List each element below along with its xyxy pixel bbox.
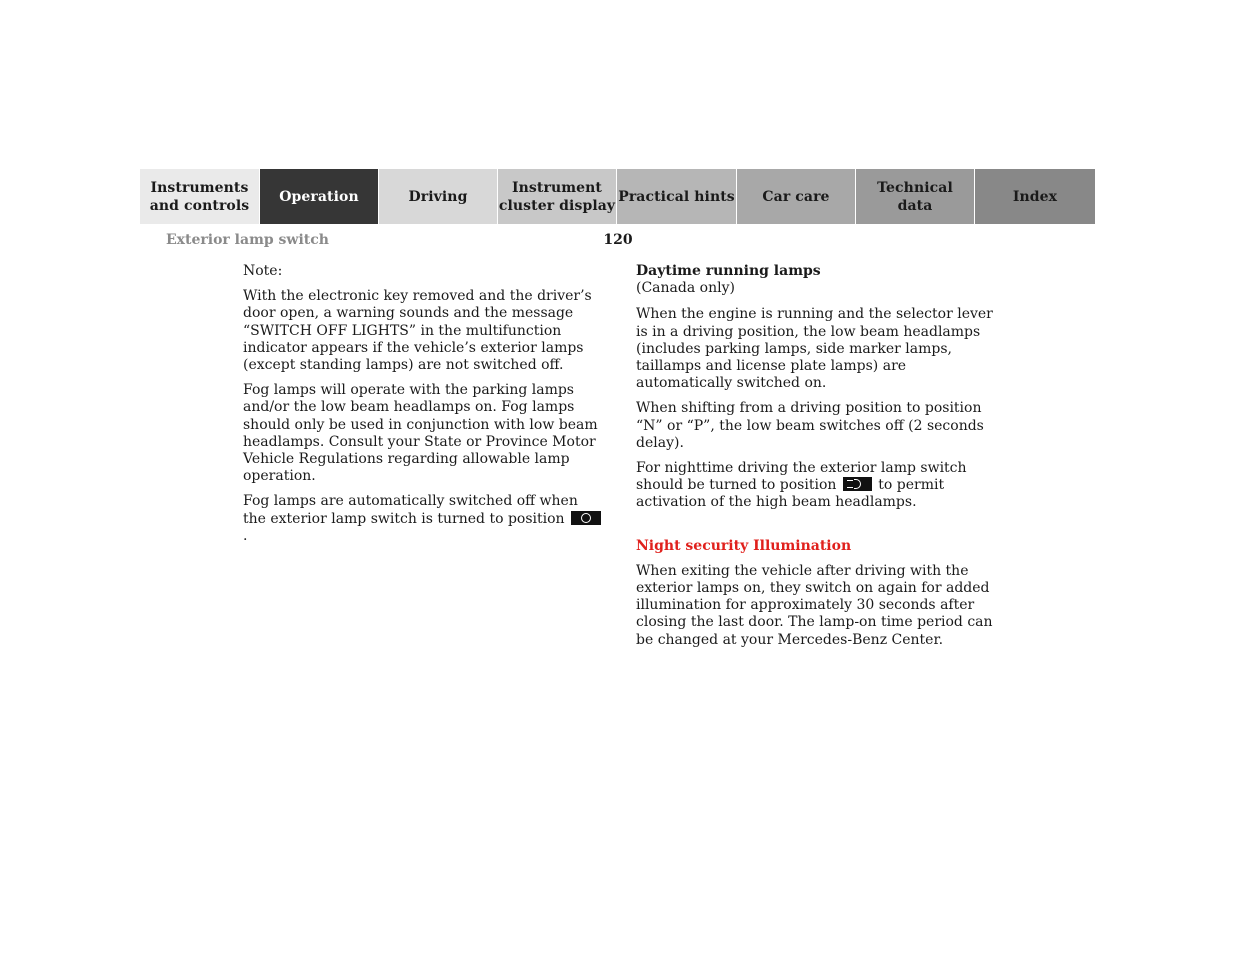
nighttime-driving-paragraph — [636, 460, 996, 512]
tab-driving[interactable]: Driving — [379, 169, 498, 224]
chapter-tab-bar — [140, 169, 1095, 224]
tab-operation[interactable]: Operation — [260, 169, 379, 224]
night-security-heading: Night security Illumination — [636, 537, 852, 554]
nighttime-text-before: For nighttime driving the exterior lamp switch should be turned to position — [636, 460, 967, 494]
tab-instruments-and-controls[interactable]: Instruments and controls — [140, 169, 260, 224]
tab-technical-data[interactable]: Technical data — [856, 169, 975, 224]
fog-lamps-auto-off-text: Fog lamps are automatically switched off when the exterior lamp switch is turned to position — [243, 493, 578, 527]
drl-paragraph: When the engine is running and the selector lever is in a driving position, the low beam headlamps (includes parking lamps, side marker lamps, taillamps and license plate lamps) are automatically switched on. — [636, 306, 993, 392]
fog-lamps-auto-off-paragraph — [243, 493, 605, 545]
note-label: Note: — [243, 263, 283, 279]
drl-heading: Daytime running lamps — [636, 263, 821, 279]
section-title: Exterior lamp switch — [166, 232, 329, 248]
drl-heading-block — [636, 263, 996, 297]
drl-subheading: (Canada only) — [636, 280, 735, 297]
tab-instrument-cluster-display[interactable]: Instrument cluster display — [498, 169, 617, 224]
note-paragraph: With the electronic key removed and the driver’s door open, a warning sounds and the message “SWITCH OFF LIGHTS” in the multifunction indicator appears if the vehicle’s exterior lamps (except standing lamps) are not switched off. — [243, 288, 592, 374]
shifting-paragraph: When shifting from a driving position to position “N” or “P”, the low beam switches off (2 seconds delay). — [636, 400, 984, 451]
left-column — [243, 263, 605, 553]
nighttime-text-after: to permit activation of the high beam headlamps. — [636, 477, 945, 511]
page-number: 120 — [603, 232, 633, 248]
low-beam-position-icon — [843, 477, 872, 491]
tab-car-care[interactable]: Car care — [737, 169, 856, 224]
tab-practical-hints[interactable]: Practical hints — [617, 169, 737, 224]
night-security-paragraph: When exiting the vehicle after driving with the exterior lamps on, they switch on again for added illumination for approximately 30 seconds after closing the last door. The lamp-on time period can be changed at your Mercedes-Benz Center. — [636, 562, 993, 648]
fog-lamps-paragraph: Fog lamps will operate with the parking lamps and/or the low beam headlamps on. Fog lamps should only be used in conjunction with low beam headlamps. Consult your State or Province Motor Vehicle Regulations regarding allowable lamp operation. — [243, 382, 598, 485]
tab-index[interactable]: Index — [975, 169, 1095, 224]
right-column — [636, 263, 996, 657]
lamp-off-position-icon — [571, 511, 601, 525]
fog-lamps-auto-off-end: . — [243, 527, 248, 544]
